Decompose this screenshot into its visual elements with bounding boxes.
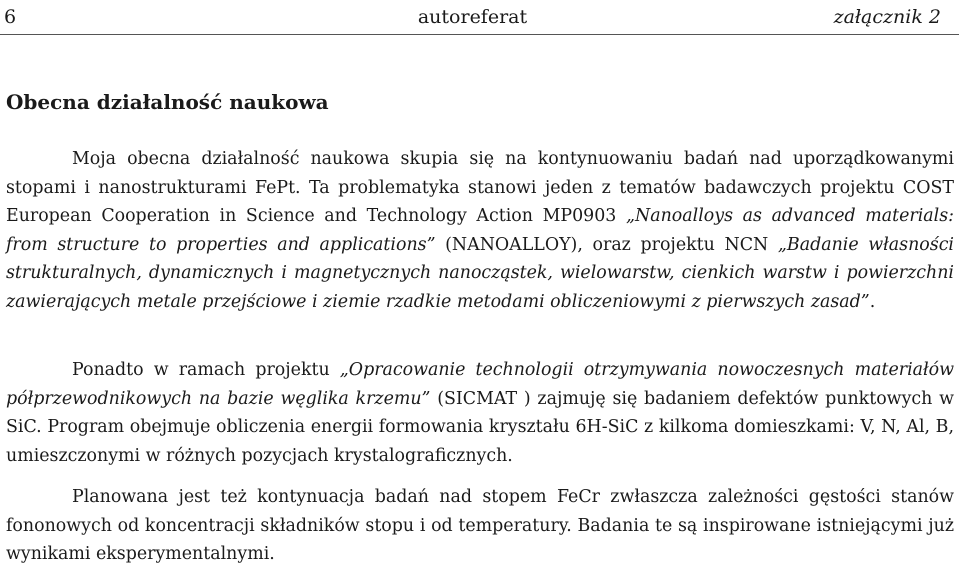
project-title-sicmat: „Opracowanie technologii otrzymywania nowoczesnych materiałów półprzewodnikowych na bazie węglika krzemu” xyxy=(6,360,954,409)
paragraph-sicmat xyxy=(6,356,954,470)
paragraph-current-research xyxy=(6,145,954,317)
header-rule xyxy=(0,34,959,35)
paragraph-planned: Planowana jest też kontynuacja badań nad stopem FeCr zwłaszcza zależności gęstości stanów fononowych od koncentracji składników stopu i od temperatury. Badania te są inspirowane istniejącymi już wynikami eksperymentalnymi. xyxy=(6,487,954,565)
attachment-label: załącznik 2 xyxy=(833,6,941,28)
project-title-nanoalloys: „Nanoalloys as advanced materials: from structure to properties and applications” xyxy=(6,206,954,255)
paragraph-text: (SICMAT ) zajmuję się badaniem defektów punktowych w SiC. Program obejmuje obliczenia energii formowania kryształu 6H-SiC z kilkoma domieszkami: V, N, Al, B, umieszczonymi w różnych pozycjach krystalograficznych. xyxy=(6,388,954,466)
paragraph-text: Ponadto w ramach projektu xyxy=(72,360,340,380)
paragraph-text: (NANOALLOY), oraz projektu NCN xyxy=(435,234,778,255)
page-number: 6 xyxy=(4,6,17,28)
paragraph-text: . xyxy=(869,291,876,312)
paragraph-text: Moja obecna działalność naukowa skupia się na kontynuowaniu badań nad uporządkowanymi stopami i nanostrukturami FePt. Ta problematyka stanowi jeden z tematów badawczych projektu COST European Cooperation in Science and Technology Action MP0903 xyxy=(6,149,954,227)
project-title-ncn: „Badanie własności strukturalnych, dynamicznych i magnetycznych nanocząstek, wielowarstw, cienkich warstw i powierzchni zawierających metale przejściowe i ziemie rzadkie metodami obliczeniowymi z pierwszych zasad” xyxy=(6,234,954,312)
section-title: Obecna działalność naukowa xyxy=(6,90,329,114)
header-title: autoreferat xyxy=(417,6,528,28)
page-header xyxy=(4,4,941,30)
